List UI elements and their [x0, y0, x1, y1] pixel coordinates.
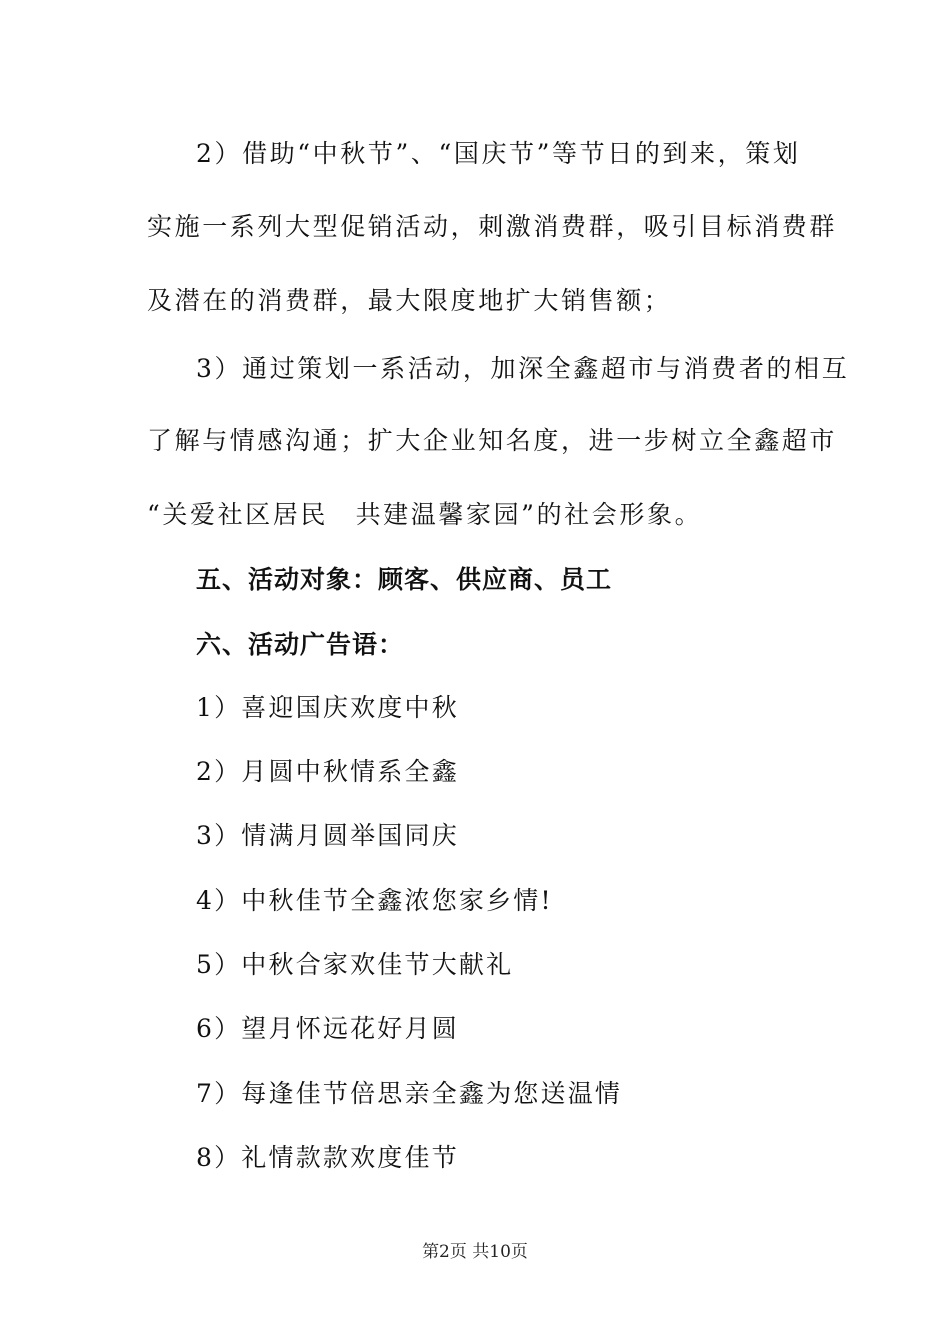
- slogan-item: 7）每逢佳节倍思亲全鑫为您送温情: [196, 1079, 623, 1108]
- paragraph-3-line-2: 了解与情感沟通；扩大企业知名度，进一步树立全鑫超市: [147, 426, 838, 455]
- slogan-item: 6）望月怀远花好月圆: [196, 1014, 459, 1043]
- slogan-item: 4）中秋佳节全鑫浓您家乡情!: [196, 886, 553, 915]
- section-6-heading: 六、活动广告语：: [196, 630, 405, 659]
- slogan-item: 5）中秋合家欢佳节大献礼: [196, 950, 514, 979]
- paragraph-2-line-2: 实施一系列大型促销活动，刺激消费群，吸引目标消费群: [147, 212, 838, 241]
- paragraph-2-line-3: 及潜在的消费群，最大限度地扩大销售额；: [147, 286, 672, 315]
- section-5-heading: 五、活动对象：顾客、供应商、员工: [196, 565, 613, 594]
- page-number-footer: 第2页 共10页: [422, 1242, 528, 1262]
- paragraph-3-line-3: “关爱社区居民 共建温馨家园”的社会形象。: [147, 500, 703, 529]
- slogan-item: 1）喜迎国庆欢度中秋: [196, 693, 459, 722]
- slogan-item: 8）礼情款款欢度佳节: [196, 1143, 459, 1172]
- slogan-item: 3）情满月圆举国同庆: [196, 821, 459, 850]
- paragraph-3-line-1: 3）通过策划一系活动，加深全鑫超市与消费者的相互: [196, 354, 850, 383]
- paragraph-2-line-1: 2）借助“中秋节”、“国庆节”等节日的到来，策划: [196, 139, 801, 168]
- slogan-item: 2）月圆中秋情系全鑫: [196, 757, 459, 786]
